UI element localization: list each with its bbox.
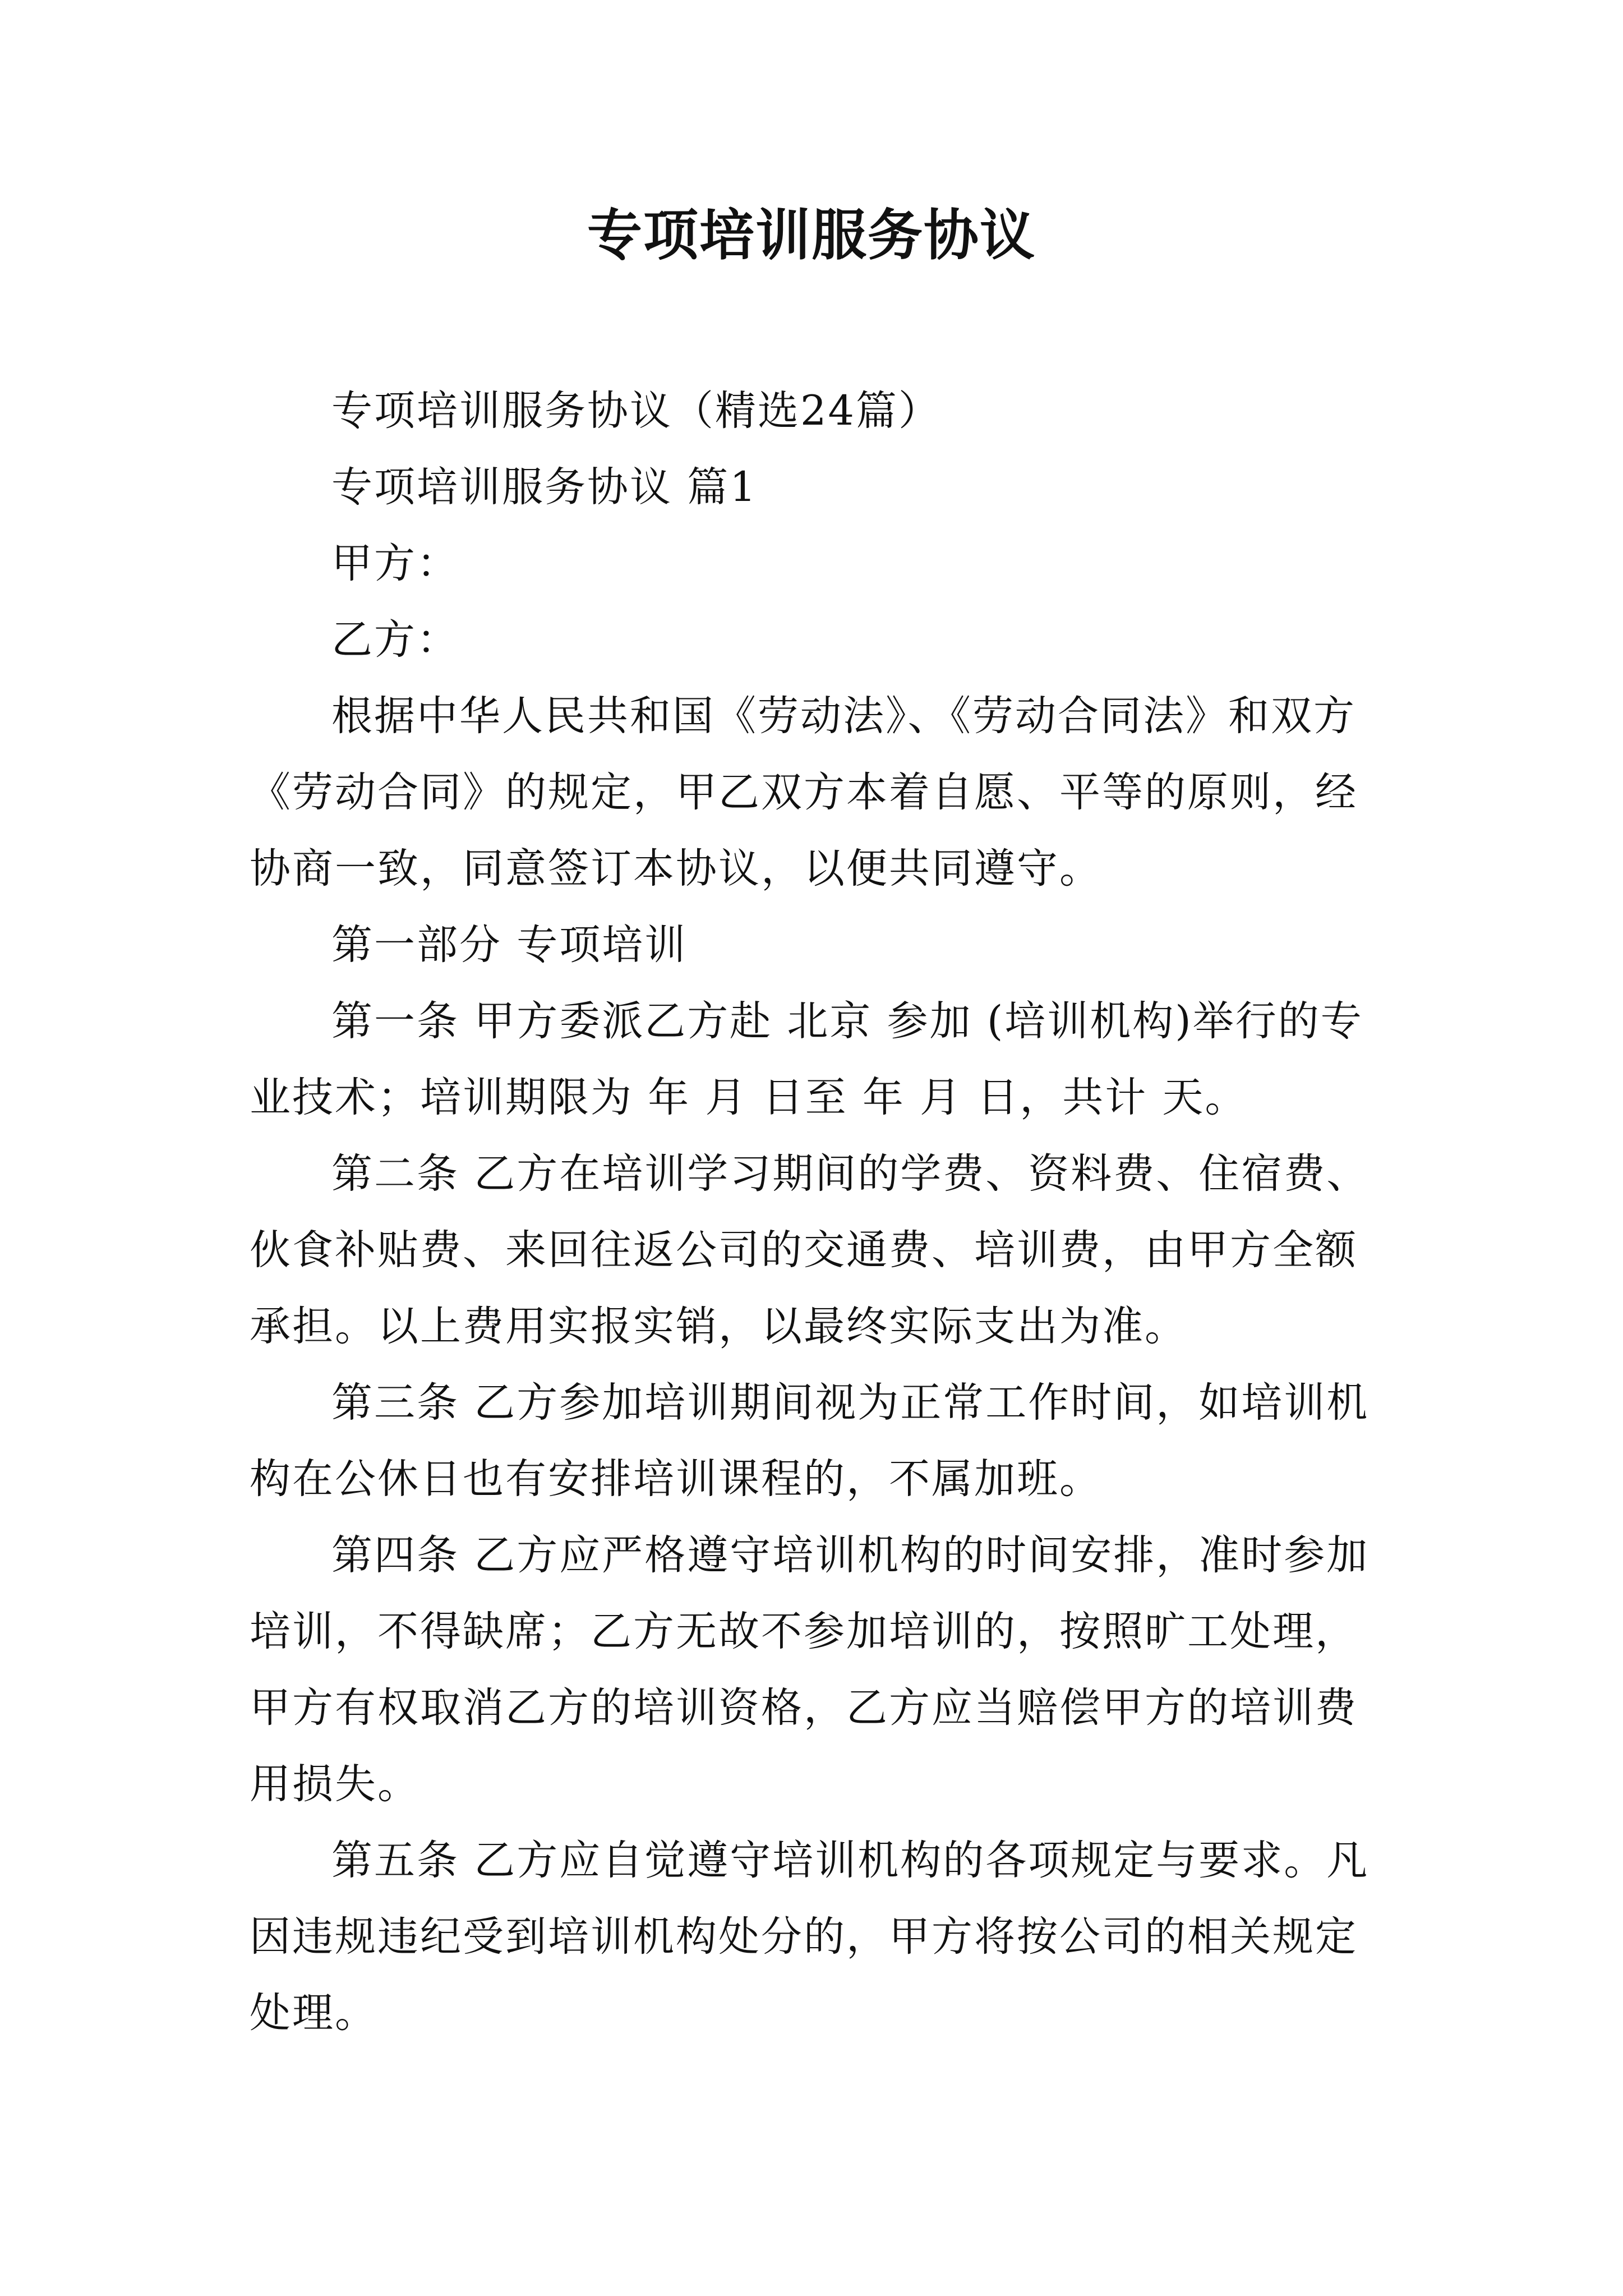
paragraph-clause-2: 第二条 乙方在培训学习期间的学费、资料费、住宿费、伙食补贴费、来回往返公司的交通费、培训费，由甲方全额承担。以上费用实报实销，以最终实际支出为准。 — [250, 1150, 1370, 1350]
paragraph-preamble: 根据中华人民共和国《劳动法》、《劳动合同法》和双方《劳动合同》的规定，甲乙双方本着自愿、平等的原则，经协商一致，同意签订本协议，以便共同遵守。 — [250, 692, 1358, 892]
paragraph-part-one: 第一部分 专项培训 — [331, 921, 688, 969]
paragraph-party-a: 甲方： — [331, 540, 459, 587]
paragraph-party-b: 乙方： — [331, 616, 459, 664]
document-body — [250, 373, 1399, 2051]
paragraph-clause-1: 第一条 甲方委派乙方赴 北京 参加 (培训机构)举行的专业技术；培训期限为 年 月 日至 年 月 日，共计 天。 — [250, 997, 1363, 1121]
paragraph-clause-4: 第四条 乙方应严格遵守培训机构的时间安排，准时参加培训，不得缺席；乙方无故不参加培训的，按照旷工处理，甲方有权取消乙方的培训资格，乙方应当赔偿甲方的培训费用损失。 — [250, 1531, 1370, 1808]
paragraph-article-heading: 专项培训服务协议 篇1 — [331, 463, 758, 511]
paragraph-clause-5: 第五条 乙方应自觉遵守培训机构的各项规定与要求。凡因违规违纪受到培训机构处分的，甲方将按公司的相关规定处理。 — [250, 1837, 1370, 2037]
paragraph-subtitle: 专项培训服务协议（精选24篇） — [331, 387, 941, 435]
document-title: 专项培训服务协议 — [587, 203, 1036, 268]
paragraph-clause-3: 第三条 乙方参加培训期间视为正常工作时间，如培训机构在公休日也有安排培训课程的，不属加班。 — [250, 1379, 1370, 1503]
